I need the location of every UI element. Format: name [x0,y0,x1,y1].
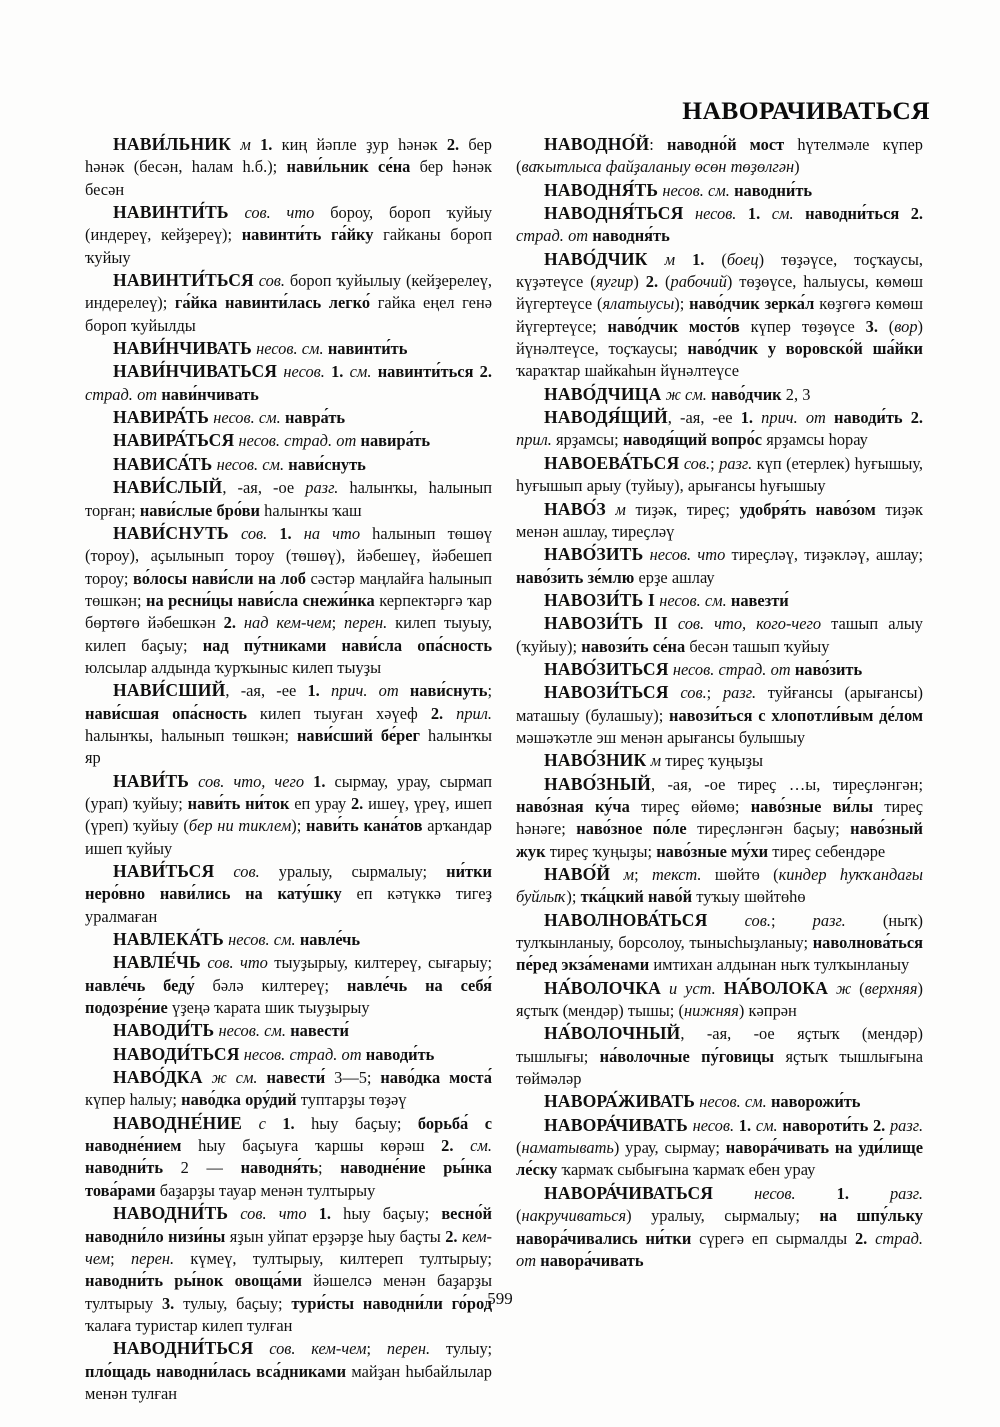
text-columns [85,133,923,1405]
column-right [516,133,923,1405]
dictionary-entry: НАВИ́ЛЬНИК м 1. киң йәпле ҙур һәнәк 2. бер һәнәк (бесән, һалам һ.б.); нави́льник се́на бер һәнәк бесән [85,134,493,199]
dictionary-entry: НАВИ́ТЬ сов. что, чего 1. сырмау, урау, сырмап (урап) ҡуйыу; нави́ть ни́ток еп урау 2. ишеү, үреү, ишеп (үреп) ҡуйыу (бер ни тиклем); нави́ть кана́тов арҡандар ишеп ҡуйыу [85,770,493,858]
dictionary-entry: НАВИ́СШИЙ, -ая, -ее 1. прич. от нави́снуть; нави́сшая опа́сность килеп тыуған хәүеф 2. прил. һалынҡы, һалынып төшкән; нави́сший бе́рег һалынҡы яр [85,680,492,768]
dictionary-entry: НАВОДНИ́ТЬ сов. что 1. һыу баҫыу; весно́й наводни́ло низи́ны яҙын уйпат ерҙәрҙе һыу баҫты 2. кем-чем; перен. күмеү, тултырыу, килтереп тултырыу; наводни́ть ры́нок овоща́ми йәшелсә менән баҙарҙы тултырыу 3. тулыу, баҫыу; тури́сты наводни́ли го́род ҡалаға туристар килеп тулған [85,1203,493,1335]
running-head: НАВОРАЧИВАТЬСЯ [682,96,930,125]
dictionary-entry: НАВЛЕКА́ТЬ несов. см. навле́чь [113,929,361,950]
dictionary-entry: НАВОЗИ́ТЬ II сов. что, кого-чего ташып алыу (ҡуйыу); навози́ть се́на бесән ташып ҡуйыу [516,613,924,656]
dictionary-entry: НАВИСА́ТЬ несов. см. нави́снуть [113,453,366,474]
dictionary-entry: НАВО́ДЧИЦА ж см. наво́дчик 2, 3 [544,383,811,404]
dictionary-entry: НАВОРА́ЧИВАТЬСЯ несов. 1. разг. (накручиваться) уралыу, сырмалыу; на шпу́льку навора́чивались ни́тки сүрегә еп сырмалды 2. страд. от навора́чивать [516,1182,923,1270]
dictionary-entry: НАВО́ЗИТЬ несов. что тиреҫләү, тиҙәкләү, ашлау; наво́зить зе́млю ерҙе ашлау [516,544,924,587]
dictionary-entry: НАВИ́СЛЫЙ, -ая, -ое разг. һалынҡы, һалынып торған; нави́слые бро́ви һалынҡы ҡаш [85,477,492,520]
dictionary-entry: НА́ВОЛОЧНЫЙ, -ая, -ое яҫтыҡ (мендәр) тышлығы; на́волочные пу́говицы яҫтыҡ тышлығына төймәләр [516,1023,923,1089]
dictionary-entry: НАВИНТИ́ТЬСЯ сов. бороп ҡуйылыу (кейҙерелеү, индерелеү); га́йка навинти́лась легко́ гайка еңел генә бороп ҡуйылды [85,270,492,335]
dictionary-entry: НАВОРА́ЧИВАТЬ несов. 1. см. навороти́ть 2. разг. (наматывать) урау, сырмау; навора́чивать на уди́лище ле́ску ҡармаҡ сыбығына ҡармаҡ ебен урау [516,1114,924,1180]
dictionary-entry: НАВОДИ́ТЬ несов. см. навести́ [113,1020,349,1041]
dictionary-entry: НАВИРА́ТЬСЯ несов. страд. от навира́ть [113,430,431,451]
dictionary-entry: НАВИ́НЧИВАТЬ несов. см. навинти́ть [113,338,408,359]
column-left [85,133,492,1405]
dictionary-entry: НАВИ́СНУТЬ сов. 1. на что һалынып төшөү (тороу), аҫылынып тороу (төшөү), йәбешеү, йәбешеп тороу; во́лосы нави́сли на лоб сәстәр маңлайға һалынып төшкән; на ресни́цы нави́сла снежи́нка керпектәргә ҡар бөртөгө йәбешкән 2. над кем-чем; перен. килеп тыуыу, килеп баҫыу; над пу́тниками нави́сла опа́сность юлсылар алдында ҡурҡыныс килеп тыуҙы [85,522,493,677]
dictionary-entry: НАВО́Й м; текст. шөйтө (киндер һуҡҡандағы буйлыҡ); тка́цкий наво́й туҡыу шөйтөһө [516,864,923,907]
dictionary-entry: НАВО́ДКА ж см. навести́ 3—5; наво́дка моста́ күпер һалыу; наво́дка ору́дий туптарҙы төҙәү [85,1067,492,1110]
dictionary-entry: НАВИ́НЧИВАТЬСЯ несов. 1. см. навинти́ться 2. страд. от нави́нчивать [85,361,492,404]
dictionary-entry: НАВО́З м тиҙәк, тиреҫ; удобря́ть наво́зом тиҙәк менән ашлау, тиреҫләү [516,498,923,541]
dictionary-entry: НАВОДНЕ́НИЕ с 1. һыу баҫыу; борьба́ с наводне́нием һыу баҫыуға ҡаршы көрәш 2. см. наводни́ть 2 — наводня́ть; наводне́ние ры́нка това́рами баҙарҙы тауар менән тултырыу [85,1112,493,1200]
dictionary-entry: НАВОЕВА́ТЬСЯ сов.; разг. күп (етерлек) һуғышыу, һуғышып арыу (туйыу), арығансы һуғышыу [516,452,923,496]
dictionary-entry: НАВОДНИ́ТЬСЯ сов. кем-чем; перен. тулыу; пло́щадь наводни́лась вса́дниками майҙан һыбайлылар менән тулған [85,1338,492,1403]
page-number: 599 [487,1289,513,1308]
dictionary-entry: НАВОЗИ́ТЬ I несов. см. навезти́ [544,589,789,610]
dictionary-entry: НАВЛЕ́ЧЬ сов. что тыуҙырыу, килтереү, сығарыу; навле́чь беду́ бәлә килтереү; навле́чь на себя́ подозре́ние үҙеңә ҡарата шик тыуҙырыу [85,952,492,1018]
dictionary-entry: НАВИ́ТЬСЯ сов. уралыу, сырмалыу; ни́тки неро́вно нави́лись на кату́шку еп кәтүккә тигеҙ уралмаған [85,861,492,926]
dictionary-entry: НАВИНТИ́ТЬ сов. что бороу, бороп ҡуйыу (индереү, кейҙереү); навинти́ть га́йку гайканы бороп ҡуйыу [85,202,493,267]
dictionary-entry: НАВОДНЯ́ТЬСЯ несов. 1. см. наводни́ться 2. страд. от наводня́ть [516,203,924,246]
dictionary-entry: НАВИРА́ТЬ несов. см. навра́ть [113,407,346,428]
dictionary-entry: НАВОРА́ЖИВАТЬ несов. см. наворожи́ть [544,1091,861,1112]
dictionary-entry: НАВОДЯ́ЩИЙ, -ая, -ее 1. прич. от наводи́ть 2. прил. ярҙамсы; наводя́щий вопро́с ярҙамсы һорау [516,407,924,450]
dictionary-entry: НАВО́ЗНИК м тиреҫ ҡуңыҙы [544,750,764,771]
dictionary-entry: НАВО́ЗИТЬСЯ несов. страд. от наво́зить [544,658,863,679]
dictionary-entry: НАВО́ЗНЫЙ, -ая, -ое тиреҫ …ы, тиреҫләнгән; наво́зная ку́ча тиреҫ өйөмө; наво́зные ви́лы тиреҫ һәнәге; наво́зное по́ле тиреҫләнгән баҫыу; наво́зный жук тиреҫ ҡуңыҙы; наво́зные му́хи тиреҫ себендәре [516,773,924,861]
dictionary-entry: НАВО́ДЧИК м 1. (боец) төҙәүсе, тоҫҡаусы, күҙәтеүсе (яугир) 2. (рабочий) төҙөүсе, һалыусы, көмөш йүгертеүсе (ялатыусы); наво́дчик зерка́л көҙгөгә көмөш йүгертеүсе; наво́дчик мосто́в күпер төҙөүсе 3. (вор) йүнәлтеүсе, тоҫҡаусы; наво́дчик у воровско́й ша́йки ҡараҡтар шайкаһын йүнәлтеүсе [516,248,924,381]
dictionary-entry: НАВОДИ́ТЬСЯ несов. страд. от наводи́ть [113,1043,435,1064]
dictionary-entry: НАВОЛНОВА́ТЬСЯ сов.; разг. (ныҡ) тулҡынланыу, борсолоу, тынысһыҙланыу; наволнова́ться пе́ред экза́менами имтихан алдынан ныҡ тулҡынланыу [516,909,923,975]
dictionary-entry: НА́ВОЛОЧКА и уст. НА́ВОЛОКА ж (верхняя) яҫтыҡ (мендәр) тышы; (нижняя) кәпрән [516,977,924,1021]
dictionary-entry: НАВОЗИ́ТЬСЯ сов.; разг. туйғансы (арығансы) маташыу (булашыу); навози́ться с хлопотли́вым де́лом мәшәҡәтле эш менән арығансы булышыу [516,682,923,747]
dictionary-entry: НАВОДНЯ́ТЬ несов. см. наводни́ть [544,179,813,200]
dictionary-entry: НАВОДНО́Й: наводно́й мост һүтелмәле күпер (ваҡытлыса файҙаланыу өсөн төҙөлгән) [516,134,923,177]
